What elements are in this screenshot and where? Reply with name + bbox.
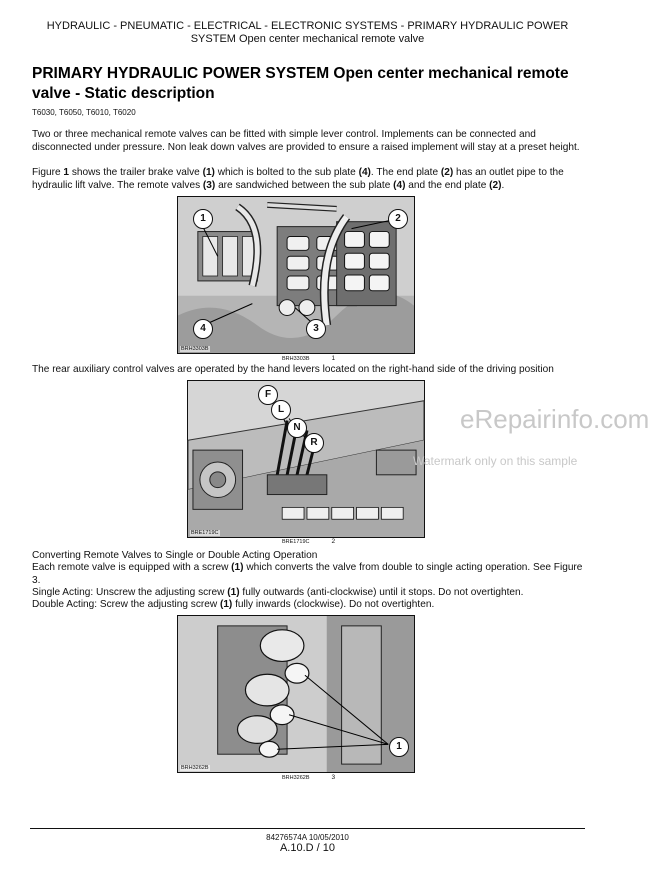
footer-document-id: 84276574A 10/05/2010 <box>266 833 349 842</box>
double-acting-paragraph: Double Acting: Screw the adjusting screw (1) fully inwards (clockwise). Do not overtighten. <box>32 599 435 610</box>
figure-3-photo <box>177 615 415 773</box>
figure-2-caption: BRE1719C 2 <box>282 538 336 545</box>
remote-valve-photo <box>178 197 414 353</box>
footer-divider <box>30 828 585 829</box>
model-list: T6030, T6050, T6010, T6020 <box>32 108 136 117</box>
figure-2-callout-R: R <box>304 433 324 453</box>
figure-3-caption: BRH3262B 3 <box>282 774 336 781</box>
figure-1-code: BRH3303B <box>181 346 209 352</box>
page-title: PRIMARY HYDRAULIC POWER SYSTEM Open center mechanical remote valve - Static description <box>32 65 569 102</box>
watermark-note: Watermark only on this sample <box>413 454 578 468</box>
hand-levers-photo <box>188 381 424 537</box>
figure-1-callout-4: 4 <box>193 319 213 339</box>
rear-auxiliary-paragraph: The rear auxiliary control valves are operated by the hand levers located on the right-hand side of the driving position <box>32 364 554 375</box>
figure-3-callout-1: 1 <box>389 737 409 757</box>
figure-2-callout-F: F <box>258 385 278 405</box>
figure-1-callout-1: 1 <box>193 209 213 229</box>
footer-page-number: A.10.D / 10 <box>279 842 336 854</box>
running-header <box>30 20 585 46</box>
converting-paragraph: Each remote valve is equipped with a screw (1) which converts the valve from double to single acting operation. See Figure 3. <box>32 562 583 586</box>
running-header-line2: SYSTEM Open center mechanical remote valve <box>190 33 425 45</box>
watermark-logo: eRepairinfo.com <box>460 404 649 434</box>
intro-paragraph: Two or three mechanical remote valves can be fitted with simple lever control. Implements can be connected and disconnected under pressure. Non leak down valves are provided to ensure a raised implement will stay at a preset height. <box>32 129 580 153</box>
converting-heading: Converting Remote Valves to Single or Double Acting Operation <box>32 550 318 561</box>
running-header-line1: HYDRAULIC - PNEUMATIC - ELECTRICAL - ELECTRONIC SYSTEMS - PRIMARY HYDRAULIC POWER <box>46 20 569 32</box>
figure-1-caption: BRH3303B 1 <box>282 355 336 362</box>
figure-1-callout-2: 2 <box>388 209 408 229</box>
figure1-description: Figure 1 shows the trailer brake valve (1) which is bolted to the sub plate (4). The end plate (2) has an outlet pipe to the hydraulic lift valve. The remote valves (3) are sandwiched between the sub plate (4) and the end plate (2). <box>32 167 564 191</box>
figure-2-photo <box>187 380 425 538</box>
single-acting-paragraph: Single Acting: Unscrew the adjusting screw (1) fully outwards (anti-clockwise) until it stops. Do not overtighten. <box>32 587 524 598</box>
adjusting-screw-photo <box>178 616 414 772</box>
figure-2-callout-L: L <box>271 400 291 420</box>
figure-1-callout-3: 3 <box>306 319 326 339</box>
figure-2-code: BRE1719C <box>191 530 219 536</box>
figure-2-callout-N: N <box>287 418 307 438</box>
figure-3-code: BRH3262B <box>181 765 209 771</box>
